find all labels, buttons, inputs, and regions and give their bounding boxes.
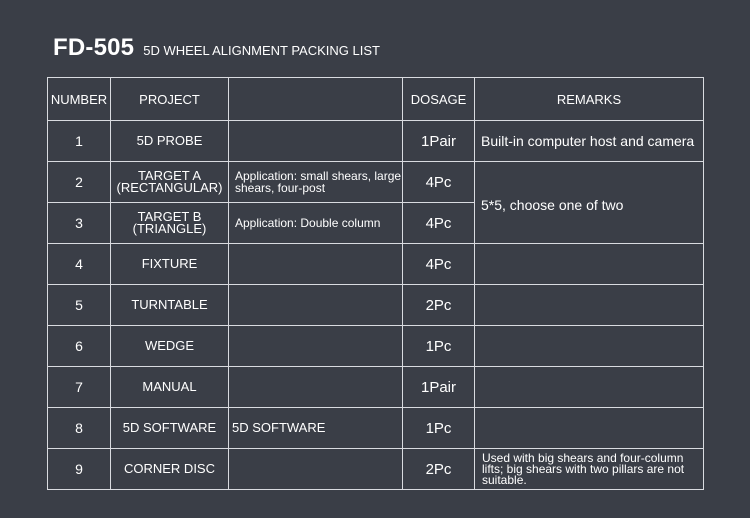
row-note: 5D SOFTWARE — [229, 408, 403, 449]
row-dosage: 2Pc — [403, 285, 475, 326]
row-project: TURNTABLE — [111, 285, 229, 326]
row-project: MANUAL — [111, 367, 229, 408]
row-number: 1 — [48, 121, 111, 162]
packing-list-table — [47, 77, 704, 490]
table-row — [48, 285, 704, 326]
table-row — [48, 408, 704, 449]
row-number: 9 — [48, 449, 111, 490]
row-project: TARGET B (TRIANGLE) — [111, 203, 229, 244]
col-header-project: PROJECT — [111, 78, 229, 121]
table-row — [48, 326, 704, 367]
row-remarks — [475, 244, 704, 285]
col-header-number: NUMBER — [48, 78, 111, 121]
row-number: 7 — [48, 367, 111, 408]
row-note: Application: small shears, large shears, four-post — [229, 162, 403, 203]
row-dosage: 4Pc — [403, 244, 475, 285]
row-note — [229, 121, 403, 162]
table-row — [48, 367, 704, 408]
row-remarks: 5*5, choose one of two — [475, 162, 704, 244]
table-row — [48, 244, 704, 285]
table-row — [48, 162, 704, 203]
row-remarks: Built-in computer host and camera — [475, 121, 704, 162]
row-project: FIXTURE — [111, 244, 229, 285]
row-remarks — [475, 367, 704, 408]
row-project: 5D SOFTWARE — [111, 408, 229, 449]
list-subtitle: 5D WHEEL ALIGNMENT PACKING LIST — [143, 43, 380, 58]
row-remarks: Used with big shears and four-column lifts; big shears with two pillars are not suitable. — [475, 449, 704, 490]
row-number: 6 — [48, 326, 111, 367]
title-row — [53, 34, 380, 62]
row-number: 2 — [48, 162, 111, 203]
table-header-row — [48, 78, 704, 121]
row-dosage: 1Pc — [403, 326, 475, 367]
row-dosage: 4Pc — [403, 162, 475, 203]
row-remarks — [475, 285, 704, 326]
row-project: TARGET A (RECTANGULAR) — [111, 162, 229, 203]
table-row — [48, 121, 704, 162]
row-note — [229, 326, 403, 367]
row-dosage: 1Pc — [403, 408, 475, 449]
row-remarks — [475, 408, 704, 449]
col-header-dosage: DOSAGE — [403, 78, 475, 121]
row-dosage: 2Pc — [403, 449, 475, 490]
table-row — [48, 449, 704, 490]
row-number: 8 — [48, 408, 111, 449]
row-project: WEDGE — [111, 326, 229, 367]
row-note — [229, 244, 403, 285]
model-title: FD-505 — [53, 34, 135, 61]
row-dosage: 4Pc — [403, 203, 475, 244]
row-project: 5D PROBE — [111, 121, 229, 162]
row-remarks — [475, 326, 704, 367]
row-note: Application: Double column — [229, 203, 403, 244]
row-number: 4 — [48, 244, 111, 285]
row-dosage: 1Pair — [403, 367, 475, 408]
col-header-remarks: REMARKS — [475, 78, 704, 121]
row-dosage: 1Pair — [403, 121, 475, 162]
row-note — [229, 449, 403, 490]
row-note — [229, 367, 403, 408]
row-number: 3 — [48, 203, 111, 244]
col-header-note — [229, 78, 403, 121]
row-number: 5 — [48, 285, 111, 326]
row-note — [229, 285, 403, 326]
row-project: CORNER DISC — [111, 449, 229, 490]
